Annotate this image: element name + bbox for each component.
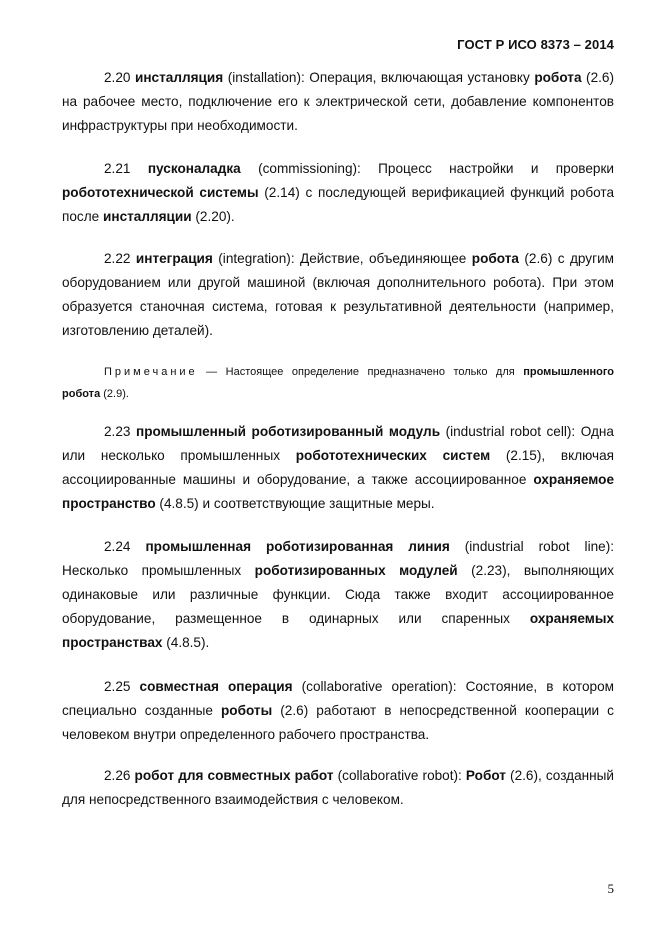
note-text: Настоящее определение предназначено только для xyxy=(225,366,515,378)
term-english: (installation): Операция, включающая установку xyxy=(227,70,530,85)
term-reference: робота xyxy=(471,251,519,266)
definition-2-24 xyxy=(62,535,614,655)
definition-2-20 xyxy=(62,66,614,138)
term: промышленная роботизированная линия xyxy=(145,539,450,554)
term-reference: робота xyxy=(534,70,582,85)
term-english: (commissioning): Процесс настройки и проверки xyxy=(258,161,615,176)
term: промышленный роботизированный модуль xyxy=(135,424,441,439)
term-reference: Робот xyxy=(465,768,506,783)
clause-number: 2.24 xyxy=(104,539,131,554)
definition-text: (2.15), включая ассоциированные машины и оборудование, а также ассоциированное xyxy=(62,448,615,487)
page-number: 5 xyxy=(607,881,614,896)
document-header: ГОСТ Р ИСО 8373 – 2014 xyxy=(457,37,614,52)
term-english: (industrial robot line): Несколько промышленных xyxy=(62,539,615,578)
term-english: (integration): Действие, объединяющее xyxy=(218,251,467,266)
clause-number: 2.25 xyxy=(104,679,131,694)
term: интеграция xyxy=(135,251,213,266)
definition-2-26 xyxy=(62,764,614,812)
definition-text: (2.6), созданный для непосредственного взаимодействия с человеком. xyxy=(62,768,615,807)
clause-number: 2.21 xyxy=(104,161,131,176)
term: инсталляция xyxy=(134,70,224,85)
term: совместная операция xyxy=(139,679,293,694)
term-reference: роботы xyxy=(220,703,273,718)
definition-text: (2.6) с другим оборудованием или другой машиной (включая дополнительного робота). При этом образуется станочная система, готовая к результативной деятельности (например, изготовлению деталей). xyxy=(62,251,615,338)
term-reference: охраняемых пространствах xyxy=(62,611,615,650)
term: пусконаладка xyxy=(147,161,241,176)
note-label: Примечание xyxy=(104,366,198,378)
term-reference: охраняемое пространство xyxy=(62,472,615,511)
definition-text: (2.14) с последующей верификацией функций робота после xyxy=(62,185,615,224)
clause-number: 2.20 xyxy=(104,70,131,85)
term-reference: инсталляции xyxy=(103,209,192,224)
term-reference: роботизированных модулей xyxy=(254,563,458,578)
note xyxy=(62,361,614,405)
note-ref: (2.9). xyxy=(103,388,129,400)
clause-number: 2.26 xyxy=(104,768,131,783)
definition-text: (4.8.5). xyxy=(166,635,210,650)
term-reference: робототехнических систем xyxy=(295,448,491,463)
clause-number: 2.23 xyxy=(104,424,131,439)
clause-number: 2.22 xyxy=(104,251,131,266)
definition-text: (2.6) на рабочее место, подключение его к электрической сети, добавление компонентов инфраструктуры при необходимости. xyxy=(62,70,614,133)
term-english: (collaborative operation): Состояние, в котором специально созданные xyxy=(62,679,614,718)
definition-text: (4.8.5) и соответствующие защитные меры. xyxy=(159,496,435,511)
definition-text: (2.20). xyxy=(195,209,235,224)
definition-2-23 xyxy=(62,420,614,516)
definition-2-21 xyxy=(62,157,614,229)
term-english: (collaborative robot): xyxy=(337,768,462,783)
term-reference: робототехнической системы xyxy=(62,185,259,200)
definition-text: (2.6) работают в непосредственной кооперации с человеком внутри определенного рабочего пространства. xyxy=(62,703,614,742)
term-english: (industrial robot cell): Одна или несколько промышленных xyxy=(62,424,614,463)
term: робот для совместных работ xyxy=(134,768,334,783)
definition-2-22 xyxy=(62,247,614,343)
definition-text: (2.23), выполняющих одинаковые или различные функции. Сюда также входит ассоциированное оборудование, размещенное в одинарных или спаренных xyxy=(62,563,615,626)
note-term-reference: промышленного робота xyxy=(62,366,614,400)
note-dash: — xyxy=(206,366,218,378)
definition-2-25 xyxy=(62,675,614,747)
